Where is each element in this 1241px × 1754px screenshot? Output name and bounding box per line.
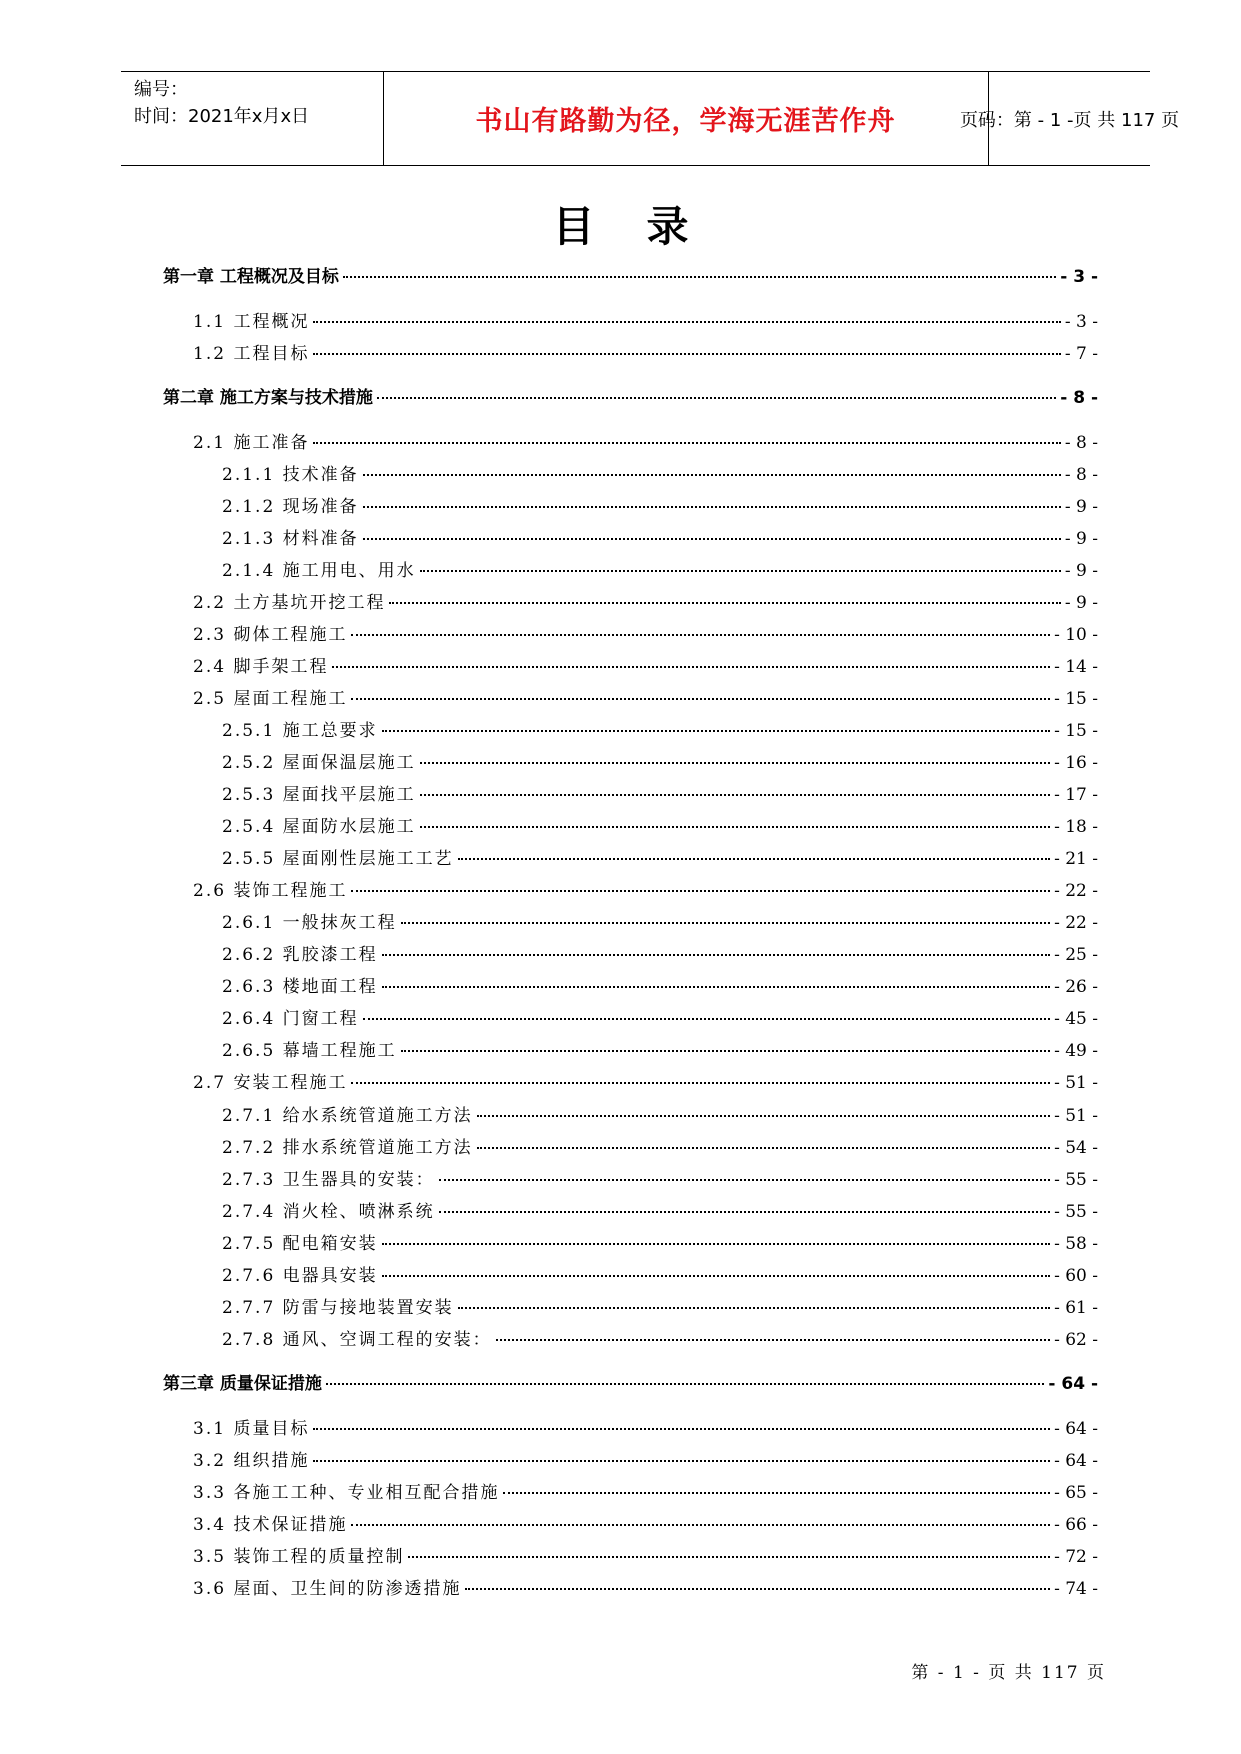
toc-entry-page: - 8 - <box>1064 433 1098 453</box>
toc-entry-label: 3.2 组织措施 <box>193 1451 310 1471</box>
toc-entry[interactable] <box>222 912 1098 934</box>
toc-leader-dots <box>420 794 1050 796</box>
header-meta <box>134 76 384 130</box>
toc-entry-label: 2.7.7 防雷与接地装置安装 <box>222 1298 454 1318</box>
toc-entry-page: - 74 - <box>1054 1579 1098 1599</box>
toc-leader-dots <box>382 986 1050 988</box>
toc-entry-page: - 8 - <box>1064 465 1098 485</box>
toc-entry[interactable] <box>222 1105 1098 1127</box>
toc-leader-dots <box>458 858 1050 860</box>
toc-entry-label: 3.5 装饰工程的质量控制 <box>193 1547 405 1567</box>
toc-chapter-entry[interactable] <box>163 1373 1098 1395</box>
toc-entry-label: 2.6.3 楼地面工程 <box>222 977 378 997</box>
toc-leader-dots <box>382 954 1050 956</box>
toc-entry-label: 2.1.3 材料准备 <box>222 529 359 549</box>
toc-entry-label: 2.6.4 门窗工程 <box>222 1009 359 1029</box>
toc-entry[interactable] <box>193 1072 1098 1094</box>
toc-leader-dots <box>477 1147 1050 1149</box>
toc-entry[interactable] <box>222 1040 1098 1062</box>
toc-entry-page: - 51 - <box>1054 1073 1098 1093</box>
toc-leader-dots <box>465 1588 1050 1590</box>
toc-leader-dots <box>408 1556 1050 1558</box>
toc-leader-dots <box>363 538 1061 540</box>
toc-leader-dots <box>351 890 1050 892</box>
toc-entry-page: - 3 - <box>1060 267 1098 287</box>
toc-entry-label: 2.1 施工准备 <box>193 433 310 453</box>
toc-entry-page: - 55 - <box>1054 1170 1098 1190</box>
toc-entry-label: 1.2 工程目标 <box>193 344 310 364</box>
toc-entry-page: - 15 - <box>1054 689 1098 709</box>
toc-leader-dots <box>363 1018 1050 1020</box>
toc-entry-page: - 21 - <box>1054 849 1098 869</box>
toc-leader-dots <box>377 397 1056 399</box>
toc-entry-page: - 9 - <box>1064 561 1098 581</box>
toc-leader-dots <box>313 1460 1050 1462</box>
toc-entry-page: - 3 - <box>1064 312 1098 332</box>
page-footer: 第 - 1 - 页 共 117 页 <box>911 1663 1106 1683</box>
toc-entry-label: 2.7.1 给水系统管道施工方法 <box>222 1106 473 1126</box>
toc-entry-page: - 26 - <box>1054 977 1098 997</box>
toc-entry-label: 1.1 工程概况 <box>193 312 310 332</box>
toc-entry[interactable] <box>193 656 1098 678</box>
toc-entry-page: - 14 - <box>1054 657 1098 677</box>
toc-entry-page: - 8 - <box>1060 388 1098 408</box>
toc-entry-label: 2.7.3 卫生器具的安装： <box>222 1170 435 1190</box>
toc-entry-label: 2.6 装饰工程施工 <box>193 881 348 901</box>
toc-entry-label: 2.1.1 技术准备 <box>222 465 359 485</box>
toc-entry-label: 2.7.6 电器具安装 <box>222 1266 378 1286</box>
toc-entry[interactable] <box>222 720 1098 742</box>
toc-entry-label: 3.3 各施工工种、专业相互配合措施 <box>193 1483 500 1503</box>
toc-leader-dots <box>351 634 1050 636</box>
toc-entry[interactable] <box>222 944 1098 966</box>
toc-leader-dots <box>477 1115 1050 1117</box>
serial-label: 编号： <box>134 79 188 100</box>
toc-entry-page: - 64 - <box>1054 1451 1098 1471</box>
toc-leader-dots <box>313 442 1060 444</box>
toc-leader-dots <box>313 353 1060 355</box>
toc-entry[interactable] <box>193 1418 1098 1440</box>
toc-entry-label: 2.1.2 现场准备 <box>222 497 359 517</box>
toc-leader-dots <box>382 1275 1050 1277</box>
toc-leader-dots <box>420 762 1050 764</box>
toc-leader-dots <box>401 1050 1050 1052</box>
toc-entry[interactable] <box>222 560 1098 582</box>
toc-entry-label: 第一章 工程概况及目标 <box>163 267 339 287</box>
toc-leader-dots <box>420 826 1050 828</box>
toc-entry[interactable] <box>193 1482 1098 1504</box>
toc-entry-page: - 51 - <box>1054 1106 1098 1126</box>
toc-entry-page: - 45 - <box>1054 1009 1098 1029</box>
toc-entry-label: 2.2 土方基坑开挖工程 <box>193 593 386 613</box>
toc-entry[interactable] <box>193 880 1098 902</box>
toc-entry-page: - 55 - <box>1054 1202 1098 1222</box>
toc-entry-label: 2.5.4 屋面防水层施工 <box>222 817 416 837</box>
toc-entry[interactable] <box>222 1233 1098 1255</box>
toc-entry-page: - 62 - <box>1054 1330 1098 1350</box>
toc-entry-label: 2.4 脚手架工程 <box>193 657 329 677</box>
toc-leader-dots <box>332 666 1050 668</box>
toc-entry[interactable] <box>222 1297 1098 1319</box>
toc-leader-dots <box>389 602 1060 604</box>
toc-entry[interactable] <box>222 1201 1098 1223</box>
toc-entry-page: - 15 - <box>1054 721 1098 741</box>
toc-leader-dots <box>351 1082 1050 1084</box>
toc-leader-dots <box>439 1211 1050 1213</box>
toc-entry-page: - 9 - <box>1064 497 1098 517</box>
toc-leader-dots <box>420 570 1061 572</box>
toc-entry-label: 3.6 屋面、卫生间的防渗透措施 <box>193 1579 462 1599</box>
toc-entry[interactable] <box>222 752 1098 774</box>
toc-chapter-entry[interactable] <box>163 266 1098 288</box>
toc-entry-page: - 54 - <box>1054 1138 1098 1158</box>
toc-entry-label: 2.6.5 幕墙工程施工 <box>222 1041 397 1061</box>
toc-entry[interactable] <box>193 311 1098 333</box>
toc-entry-page: - 22 - <box>1054 913 1098 933</box>
toc-entry-page: - 22 - <box>1054 881 1098 901</box>
toc-leader-dots <box>382 730 1050 732</box>
toc-leader-dots <box>503 1492 1050 1494</box>
toc-entry-label: 第二章 施工方案与技术措施 <box>163 388 373 408</box>
toc-entry-page: - 64 - <box>1054 1419 1098 1439</box>
toc-entry-label: 2.5 屋面工程施工 <box>193 689 348 709</box>
toc-entry-page: - 16 - <box>1054 753 1098 773</box>
toc-leader-dots <box>439 1179 1050 1181</box>
toc-leader-dots <box>313 1428 1050 1430</box>
toc-entry[interactable] <box>222 1329 1098 1351</box>
toc-entry-label: 2.3 砌体工程施工 <box>193 625 348 645</box>
toc-leader-dots <box>326 1383 1044 1385</box>
toc-leader-dots <box>363 474 1061 476</box>
toc-entry[interactable] <box>193 343 1098 365</box>
toc-entry-page: - 17 - <box>1054 785 1098 805</box>
toc-entry[interactable] <box>222 816 1098 838</box>
toc-entry[interactable] <box>222 464 1098 486</box>
toc-leader-dots <box>343 276 1056 278</box>
toc-entry-label: 2.5.3 屋面找平层施工 <box>222 785 416 805</box>
toc-entry-page: - 61 - <box>1054 1298 1098 1318</box>
toc-entry-label: 2.5.5 屋面刚性层施工工艺 <box>222 849 454 869</box>
toc-entry[interactable] <box>222 1169 1098 1191</box>
toc-leader-dots <box>351 1524 1050 1526</box>
toc-leader-dots <box>351 698 1050 700</box>
toc-entry-page: - 58 - <box>1054 1234 1098 1254</box>
toc-entry-page: - 25 - <box>1054 945 1098 965</box>
toc-entry[interactable] <box>193 1514 1098 1536</box>
toc-leader-dots <box>313 321 1060 323</box>
toc-entry[interactable] <box>193 624 1098 646</box>
toc-chapter-entry[interactable] <box>163 387 1098 409</box>
toc-entry-page: - 7 - <box>1064 344 1098 364</box>
page-title: 目录 <box>552 202 741 251</box>
toc-entry-label: 2.7 安装工程施工 <box>193 1073 348 1093</box>
page-header <box>121 71 1180 166</box>
toc-entry[interactable] <box>193 1546 1098 1568</box>
toc-entry-page: - 60 - <box>1054 1266 1098 1286</box>
toc-entry-page: - 9 - <box>1064 593 1098 613</box>
toc-entry-label: 2.5.2 屋面保温层施工 <box>222 753 416 773</box>
toc-entry-label: 2.7.8 通风、空调工程的安装： <box>222 1330 492 1350</box>
toc-entry[interactable] <box>222 976 1098 998</box>
toc-entry[interactable] <box>222 848 1098 870</box>
toc-entry[interactable] <box>222 528 1098 550</box>
toc-entry-page: - 64 - <box>1048 1374 1098 1394</box>
toc-entry[interactable] <box>193 432 1098 454</box>
toc-entry-page: - 72 - <box>1054 1547 1098 1567</box>
toc-entry-label: 2.7.5 配电箱安装 <box>222 1234 378 1254</box>
toc-entry-page: - 65 - <box>1054 1483 1098 1503</box>
toc-entry[interactable] <box>193 688 1098 710</box>
toc-entry-label: 2.7.2 排水系统管道施工方法 <box>222 1138 473 1158</box>
time-label: 时间：2021年x月x日 <box>134 106 310 127</box>
toc-entry-page: - 18 - <box>1054 817 1098 837</box>
toc-entry[interactable] <box>222 784 1098 806</box>
header-motto: 书山有路勤为径，学海无涯苦作舟 <box>475 106 896 137</box>
toc-entry[interactable] <box>193 1578 1098 1600</box>
toc-entry-page: - 9 - <box>1064 529 1098 549</box>
toc-entry-label: 2.5.1 施工总要求 <box>222 721 378 741</box>
toc-entry-label: 3.4 技术保证措施 <box>193 1515 348 1535</box>
toc-entry[interactable] <box>222 1008 1098 1030</box>
toc-entry[interactable] <box>193 1450 1098 1472</box>
toc-entry[interactable] <box>222 1265 1098 1287</box>
toc-entry-label: 2.1.4 施工用电、用水 <box>222 561 416 581</box>
toc-leader-dots <box>401 922 1050 924</box>
toc-entry[interactable] <box>222 496 1098 518</box>
toc-entry[interactable] <box>222 1137 1098 1159</box>
toc-entry-page: - 66 - <box>1054 1515 1098 1535</box>
toc-leader-dots <box>458 1307 1050 1309</box>
toc-entry-label: 2.6.1 一般抹灰工程 <box>222 913 397 933</box>
header-page-info: 页码：第 - 1 -页 共 117 页 <box>959 109 1180 131</box>
toc-entry[interactable] <box>193 592 1098 614</box>
toc-leader-dots <box>382 1243 1050 1245</box>
toc-leader-dots <box>363 506 1061 508</box>
toc-entry-label: 第三章 质量保证措施 <box>163 1374 322 1394</box>
toc-entry-label: 2.7.4 消火栓、喷淋系统 <box>222 1202 435 1222</box>
toc-entry-label: 2.6.2 乳胶漆工程 <box>222 945 378 965</box>
toc-leader-dots <box>496 1339 1050 1341</box>
toc-entry-label: 3.1 质量目标 <box>193 1419 310 1439</box>
toc-entry-page: - 49 - <box>1054 1041 1098 1061</box>
toc-entry-page: - 10 - <box>1054 625 1098 645</box>
